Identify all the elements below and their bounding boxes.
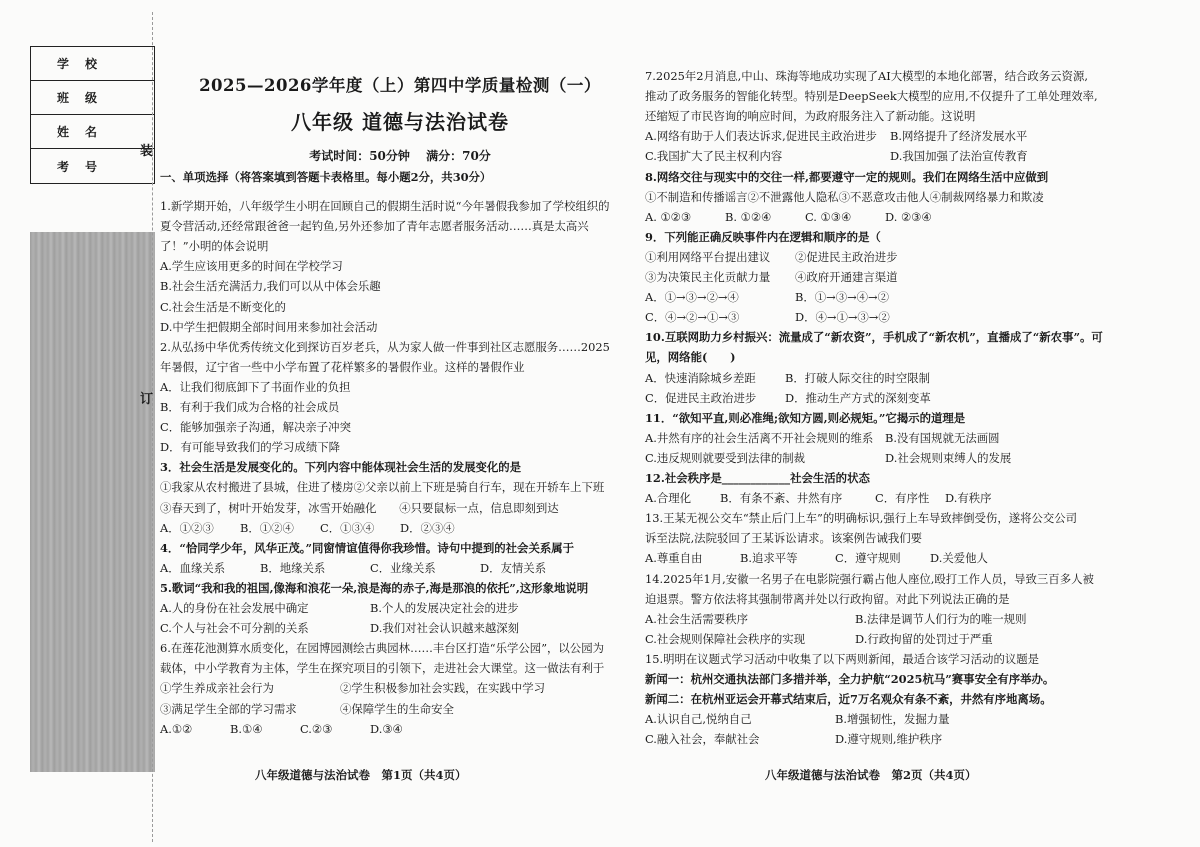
question-line: 推动了政务服务的智能化转型。特别是DeepSeek大模型的应用,不仅提升了工单处理效率, xyxy=(645,89,1098,104)
question-line: 新闻二：在杭州亚运会开幕式结束后，近7万名观众有条不紊，井然有序地离场。 xyxy=(645,692,1052,707)
info-row-school xyxy=(31,47,154,81)
option-text: B．①②④ xyxy=(240,520,294,535)
option-text: A.合理化 xyxy=(645,491,692,506)
option-text: B.网络提升了经济发展水平 xyxy=(890,129,1028,144)
option-text: B. ①②④ xyxy=(725,209,772,224)
question-line: 5.歌词“我和我的祖国,像海和浪花一朵,浪是海的赤子,海是那浪的依托”,这形象地说明 xyxy=(160,580,589,595)
question-line: ①不制造和传播谣言②不泄露他人隐私③不恶意攻击他人④制裁网络暴力和欺凌 xyxy=(645,189,1044,204)
option-text: C．遵守规则 xyxy=(835,551,901,566)
option-text: C．①③④ xyxy=(320,520,375,535)
option-text: D.社会规则束缚人的发展 xyxy=(885,450,1012,465)
option-text: D.遵守规则,维护秩序 xyxy=(835,732,943,747)
option-text: ③为决策民主化贡献力量 xyxy=(645,270,771,284)
question-line: 7.2025年2月消息,中山、珠海等地成功实现了AI大模型的本地化部署，结合政务云资源, xyxy=(645,69,1088,83)
option-text: C.社会规则保障社会秩序的实现 xyxy=(645,631,806,646)
option-text: B.个人的发展决定社会的进步 xyxy=(370,601,519,615)
option-text: A.认识自己,悦纳自己 xyxy=(645,712,752,727)
option-text: A．快速消除城乡差距 xyxy=(645,370,756,385)
info-label-name: 姓 名 xyxy=(57,125,100,139)
option-text: A．①→③→②→④ xyxy=(645,290,739,305)
option-text: B．打破人际交往的时空限制 xyxy=(785,370,931,385)
option-text: C.融入社会，奉献社会 xyxy=(645,732,760,747)
question-line: ①我家从农村搬进了县城，住进了楼房②父亲以前上下班是骑自行车，现在开轿车上下班 xyxy=(160,480,605,495)
option-text: D．②③④ xyxy=(400,520,455,535)
seal-char-ding: 订 xyxy=(140,392,154,407)
binding-strip xyxy=(0,0,160,847)
option-text: B．有条不紊、井然有序 xyxy=(720,491,843,506)
option-text: A.井然有序的社会生活离不开社会规则的维系 xyxy=(645,430,874,445)
option-text: D.③④ xyxy=(370,721,403,736)
question-line: A．让我们彻底卸下了书面作业的负担 xyxy=(160,379,351,394)
option-text: D．友情关系 xyxy=(480,560,547,575)
question-line: 1.新学期开始，八年级学生小明在回顾自己的假期生活时说“今年暑假我参加了学校组织的 xyxy=(160,199,610,213)
option-text: ①学生养成亲社会行为 xyxy=(160,681,274,696)
option-text: D.关爱他人 xyxy=(930,551,988,566)
info-label-school: 学 校 xyxy=(57,57,100,71)
question-line: 还缩短了市民咨询的响应时间，为政府服务注入了新动能。这说明 xyxy=(645,109,976,124)
option-text: B.追求平等 xyxy=(740,551,798,566)
option-text: C.我国扩大了民主权利内容 xyxy=(645,149,783,164)
exam-subtitle: 八年级 道德与法治试卷 xyxy=(291,110,509,134)
exam-info xyxy=(160,147,640,164)
option-text: C.个人与社会不可分割的关系 xyxy=(160,621,309,636)
option-text: B.增强韧性，发掘力量 xyxy=(835,712,950,727)
question-line: B．有利于我们成为合格的社会成员 xyxy=(160,400,340,414)
question-line: 载体，中小学教育为主体，学生在探究项目的引领下，走进社会大课堂。这一做法有利于 xyxy=(160,661,605,676)
question-line: 夏令营活动,还经常跟爸爸一起钓鱼,另外还参加了青年志愿者服务活动……真是太高兴 xyxy=(160,219,589,234)
question-line: 2.从弘扬中华优秀传统文化到探访百岁老兵，从为家人做一件事到社区志愿服务……2025 xyxy=(160,339,610,354)
question-line: 6.在莲花池测算水质变化，在园博园测绘古典园林……丰台区打造“乐学公园”，以公园为 xyxy=(160,641,604,656)
option-text: ①利用网络平台提出建议 xyxy=(645,249,771,264)
question-line: 13.王某无视公交车“禁止后门上车”的明确标识,强行上车导致摔倒受伤，遂将公交公司 xyxy=(645,511,1078,526)
option-text: ③满足学生全部的学习需求 xyxy=(160,701,297,716)
option-text: D．④→①→③→② xyxy=(795,310,890,325)
info-label-class: 班 级 xyxy=(57,91,100,105)
question-line: 新闻一：杭州交通执法部门多措并举，全力护航“2025杭马”赛事安全有序举办。 xyxy=(645,672,1055,686)
question-line: D.中学生把假期全部时间用来参加社会活动 xyxy=(160,319,378,334)
option-text: A.网络有助于人们表达诉求,促进民主政治进步 xyxy=(645,129,877,144)
question-line: 4．“恰同学少年，风华正茂。”同窗情谊值得你我珍惜。诗句中提到的社会关系属于 xyxy=(160,540,575,555)
question-line: 11．“欲知平直,则必准绳;欲知方圆,则必规矩。”它揭示的道理是 xyxy=(645,410,966,425)
option-text: ④保障学生的生命安全 xyxy=(340,701,454,716)
option-text: C.②③ xyxy=(300,721,333,736)
info-row-name xyxy=(31,115,154,149)
blurred-barcode-area xyxy=(30,232,155,772)
option-text: C．有序性 xyxy=(875,491,930,506)
question-line: C．能够加强亲子沟通，解决亲子冲突 xyxy=(160,420,351,435)
question-line: B.社会生活充满活力,我们可以从中体会乐趣 xyxy=(160,279,381,294)
option-text: B．①→③→④→② xyxy=(795,290,889,305)
info-row-class xyxy=(31,81,154,115)
question-line: 了！”小明的体会说明 xyxy=(160,239,269,254)
full-score: 满分：70分 xyxy=(426,149,491,163)
question-line: C.社会生活是不断变化的 xyxy=(160,299,286,314)
option-text: A.人的身份在社会发展中确定 xyxy=(160,601,309,615)
option-text: A.①② xyxy=(160,721,193,736)
option-text: ④政府开通建言渠道 xyxy=(795,270,898,284)
page-1-footer: 八年级道德与法治试卷 第1页（共4页） xyxy=(255,768,467,782)
option-text: D.有秩序 xyxy=(945,491,992,506)
question-line: 8.网络交往与现实中的交往一样,都要遵守一定的规则。我们在网络生活中应做到 xyxy=(645,169,1049,184)
option-text: ②学生积极参加社会实践，在实践中学习 xyxy=(340,681,546,696)
info-row-id xyxy=(31,149,154,183)
option-text: D.行政拘留的处罚过于严重 xyxy=(855,631,993,646)
option-text: C．促进民主政治进步 xyxy=(645,390,757,405)
question-line: 14.2025年1月,安徽一名男子在电影院强行霸占他人座位,殴打工作人员，导致三百多人被 xyxy=(645,571,1094,586)
option-text: A.尊重自由 xyxy=(645,551,703,566)
question-line: 12.社会秩序是____________社会生活的状态 xyxy=(645,471,870,485)
option-text: C.违反规则就要受到法律的制裁 xyxy=(645,450,806,465)
info-label-id: 考 号 xyxy=(57,159,100,174)
exam-title: 2025—2026学年度（上）第四中学质量检测（一） xyxy=(199,76,601,95)
question-line: 年暑假，辽宁省一些中小学布置了花样繁多的暑假作业。这样的暑假作业 xyxy=(160,359,525,374)
binding-dashed-line xyxy=(152,12,153,842)
section-heading: 一、单项选择（将答案填到答题卡表格里。每小题2分，共30分） xyxy=(160,170,492,184)
option-text: A．①②③ xyxy=(160,520,214,535)
question-line: 10.互联网助力乡村振兴：流量成了“新农资”，手机成了“新农机”，直播成了“新农事”。可 xyxy=(645,330,1103,345)
option-text: B.没有国规就无法画圆 xyxy=(885,430,1000,445)
question-line: 3．社会生活是发展变化的。下列内容中能体现社会生活的发展变化的是 xyxy=(160,460,522,475)
option-text: C．业缘关系 xyxy=(370,560,436,575)
option-text: D. ②③④ xyxy=(885,209,932,224)
question-line: 诉至法院,法院驳回了王某诉讼请求。该案例告诫我们要 xyxy=(645,531,922,546)
option-text: B．地缘关系 xyxy=(260,560,326,575)
question-line: 15.明明在议题式学习活动中收集了以下两则新闻，最适合该学习活动的议题是 xyxy=(645,651,1040,666)
question-line: 迫退票。警方依法将其强制带离并处以行政拘留。对此下列说法正确的是 xyxy=(645,591,1010,606)
option-text: A. ①②③ xyxy=(645,209,692,224)
exam-time: 考试时间：50分钟 xyxy=(309,149,410,163)
question-line: 见，网络能( ) xyxy=(645,350,736,365)
question-line: 9．下列能正确反映事件内在逻辑和顺序的是（ xyxy=(645,229,881,244)
option-text: B.①④ xyxy=(230,721,263,736)
option-text: D.我国加强了法治宣传教育 xyxy=(890,149,1028,164)
option-text: A．血缘关系 xyxy=(160,560,226,575)
option-text: C．④→②→①→③ xyxy=(645,310,740,325)
question-line: A.学生应该用更多的时间在学校学习 xyxy=(160,259,343,274)
option-text: C. ①③④ xyxy=(805,209,852,224)
student-info-table xyxy=(30,46,155,184)
seal-char-zhuang: 装 xyxy=(140,144,154,159)
question-line: D．有可能导致我们的学习成绩下降 xyxy=(160,440,340,455)
option-text: A.社会生活需要秩序 xyxy=(645,611,748,626)
option-text: D.我们对社会认识越来越深刻 xyxy=(370,621,520,636)
option-text: ②促进民主政治进步 xyxy=(795,249,898,264)
question-line: ③春天到了，树叶开始发芽，冰雪开始融化 ④只要鼠标一点，信息即刻到达 xyxy=(160,500,559,515)
option-text: B.法律是调节人们行为的唯一规则 xyxy=(855,611,1027,626)
option-text: D．推动生产方式的深刻变革 xyxy=(785,390,931,405)
page-2-footer: 八年级道德与法治试卷 第2页（共4页） xyxy=(765,768,977,782)
